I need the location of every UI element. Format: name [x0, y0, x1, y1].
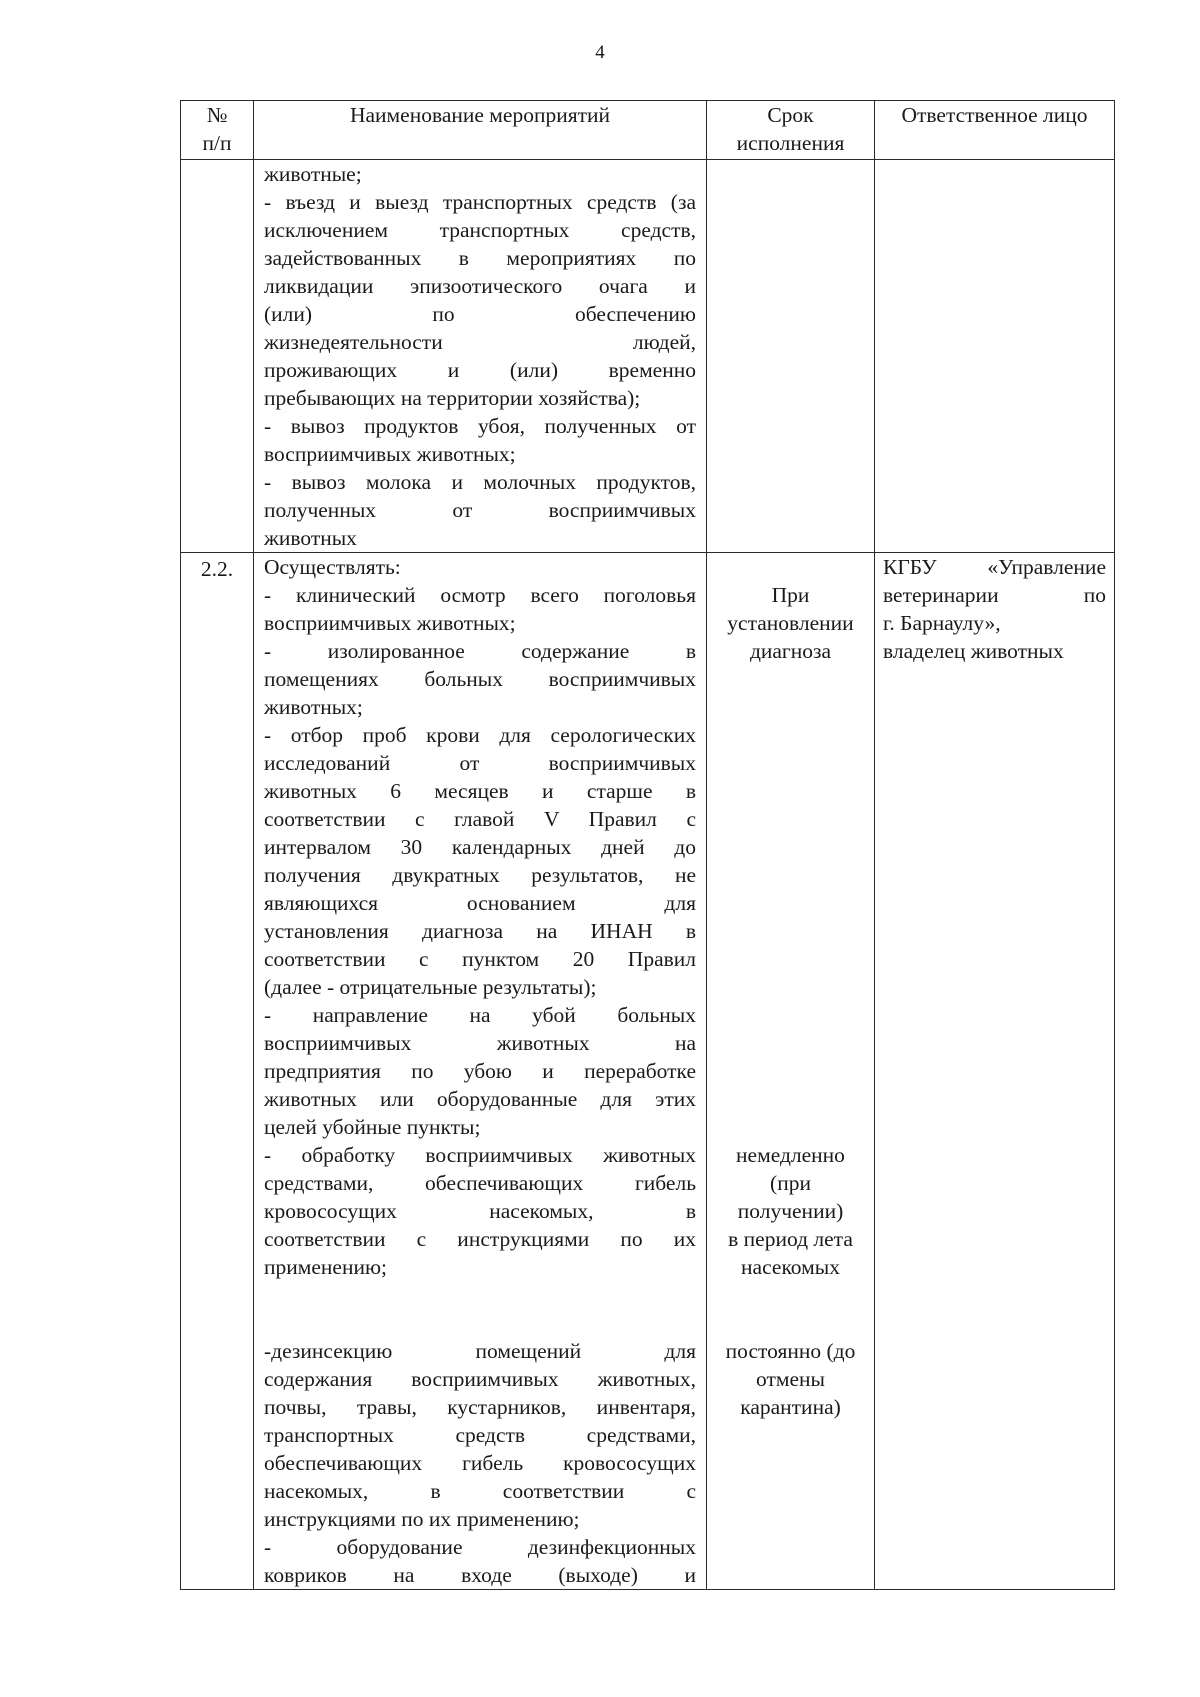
text-line: - отбор проб крови для серологических — [264, 723, 696, 747]
text-line: помещениях больных восприимчивых — [264, 667, 696, 691]
row-number-cell — [181, 160, 254, 553]
text-line: задействованных в мероприятиях по — [264, 246, 696, 270]
text-line: животные; — [264, 162, 362, 186]
table-header-row — [181, 101, 1115, 160]
text-line: - вывоз молока и молочных продуктов, — [264, 470, 696, 494]
row-number-cell — [181, 553, 254, 1590]
text-line: соответствии с инструкциями по их — [264, 1227, 696, 1251]
text-line: применению; — [264, 1255, 388, 1279]
text-line: установления диагноза на ИНАН в — [264, 919, 696, 943]
text-line: - обработку восприимчивых животных — [264, 1143, 696, 1167]
text-line — [711, 693, 870, 721]
text-line — [264, 1309, 696, 1337]
text-line — [711, 889, 870, 917]
text-line: исследований от восприимчивых — [264, 751, 696, 775]
term-cell — [707, 160, 875, 553]
text-line: немедленно — [736, 1143, 845, 1167]
measures-table — [180, 100, 1115, 1590]
text-line: Осуществлять: — [264, 555, 401, 579]
header-measure-name-line: Наименование мероприятий — [349, 103, 611, 127]
text-line — [711, 1281, 870, 1309]
text-line: пребывающих на территории хозяйства); — [264, 386, 641, 410]
text-line — [711, 917, 870, 945]
measure-text — [254, 160, 706, 552]
text-line: животных — [264, 526, 357, 550]
text-line: транспортных средств средствами, — [264, 1423, 696, 1447]
header-responsible-line: Ответственное лицо — [901, 103, 1088, 127]
text-line: (далее - отрицательные результаты); — [264, 975, 597, 999]
text-line: карантина) — [740, 1395, 841, 1419]
text-line: - въезд и выезд транспортных средств (за — [264, 190, 696, 214]
text-line: полученных от восприимчивых — [264, 498, 696, 522]
text-line: предприятия по убою и переработке — [264, 1059, 696, 1083]
text-line — [711, 553, 870, 581]
text-line: восприимчивых животных на — [264, 1031, 696, 1055]
text-line: соответствии с главой V Правил с — [264, 807, 696, 831]
text-line — [711, 1309, 870, 1337]
text-line: жизнедеятельности людей, — [264, 330, 696, 354]
text-line: г. Барнаулу», — [883, 611, 1001, 635]
text-line: диагноза — [749, 639, 832, 663]
text-line: - клинический осмотр всего поголовья — [264, 583, 696, 607]
row-number — [181, 160, 253, 162]
text-line — [711, 777, 870, 805]
text-line — [711, 1001, 870, 1029]
page-number: 4 — [595, 42, 605, 63]
header-measure-name — [254, 101, 707, 160]
header-term-line: исполнения — [736, 131, 845, 155]
text-line: соответствии с пунктом 20 Правил — [264, 947, 696, 971]
text-line: интервалом 30 календарных дней до — [264, 835, 696, 859]
text-line: целей убойные пункты; — [264, 1115, 481, 1139]
text-line: средствами, обеспечивающих гибель — [264, 1171, 696, 1195]
text-line: - изолированное содержание в — [264, 639, 696, 663]
text-line: получении) — [737, 1199, 844, 1223]
text-line: отмены — [756, 1367, 825, 1391]
text-line — [711, 833, 870, 861]
text-line: животных или оборудованные для этих — [264, 1087, 696, 1111]
text-line: животных 6 месяцев и старше в — [264, 779, 696, 803]
table-row — [181, 553, 1115, 1590]
text-line — [711, 1113, 870, 1141]
text-line: При — [771, 583, 810, 607]
term-cell — [707, 553, 875, 1590]
text-line — [711, 861, 870, 889]
text-line: получения двукратных результатов, не — [264, 863, 696, 887]
text-line — [711, 973, 870, 1001]
header-number-line: п/п — [202, 131, 232, 155]
text-line: животных; — [264, 695, 363, 719]
header-number — [181, 101, 254, 160]
text-line: ликвидации эпизоотического очага и — [264, 274, 696, 298]
text-line — [711, 749, 870, 777]
text-line: КГБУ «Управление — [883, 555, 1106, 579]
measure-text — [254, 553, 706, 1589]
header-term — [707, 101, 875, 160]
text-line: обеспечивающих гибель кровососущих — [264, 1451, 696, 1475]
text-line: установлении — [727, 611, 854, 635]
measure-cell — [254, 553, 707, 1590]
text-line — [711, 1085, 870, 1113]
text-line: (при — [770, 1171, 811, 1195]
header-term-line: Срок — [767, 103, 814, 127]
text-line: постоянно (до — [725, 1339, 856, 1363]
text-line — [264, 1281, 696, 1309]
table-row — [181, 160, 1115, 553]
text-line — [711, 1057, 870, 1085]
text-line — [711, 945, 870, 973]
text-line: (или) по обеспечению — [264, 302, 696, 326]
text-line: инструкциями по их применению; — [264, 1507, 580, 1531]
header-number-line: № — [206, 103, 228, 127]
text-line: проживающих и (или) временно — [264, 358, 696, 382]
row-number: 2.2. — [200, 557, 234, 581]
text-line: насекомых, в соответствии с — [264, 1479, 696, 1503]
text-line: кровососущих насекомых, в — [264, 1199, 696, 1223]
text-line: - направление на убой больных — [264, 1003, 696, 1027]
responsible-text — [875, 553, 1114, 665]
text-line: - оборудование дезинфекционных — [264, 1535, 696, 1559]
text-line: почвы, травы, кустарников, инвентаря, — [264, 1395, 696, 1419]
text-line: являющихся основанием для — [264, 891, 696, 915]
text-line: восприимчивых животных; — [264, 442, 516, 466]
text-line: -дезинсекцию помещений для — [264, 1339, 696, 1363]
measure-cell — [254, 160, 707, 553]
text-line — [711, 1029, 870, 1057]
text-line: ковриков на входе (выходе) и — [264, 1563, 696, 1587]
text-line: владелец животных — [883, 639, 1064, 663]
text-line: ветеринарии по — [883, 583, 1106, 607]
text-line — [711, 721, 870, 749]
responsible-cell — [875, 553, 1115, 1590]
term-text — [707, 553, 874, 1421]
text-line: содержания восприимчивых животных, — [264, 1367, 696, 1391]
text-line: - вывоз продуктов убоя, полученных от — [264, 414, 696, 438]
text-line — [711, 665, 870, 693]
responsible-cell — [875, 160, 1115, 553]
text-line: исключением транспортных средств, — [264, 218, 696, 242]
header-responsible — [875, 101, 1115, 160]
text-line — [711, 805, 870, 833]
text-line: в период лета — [728, 1227, 853, 1251]
text-line: восприимчивых животных; — [264, 611, 516, 635]
text-line: насекомых — [741, 1255, 840, 1279]
